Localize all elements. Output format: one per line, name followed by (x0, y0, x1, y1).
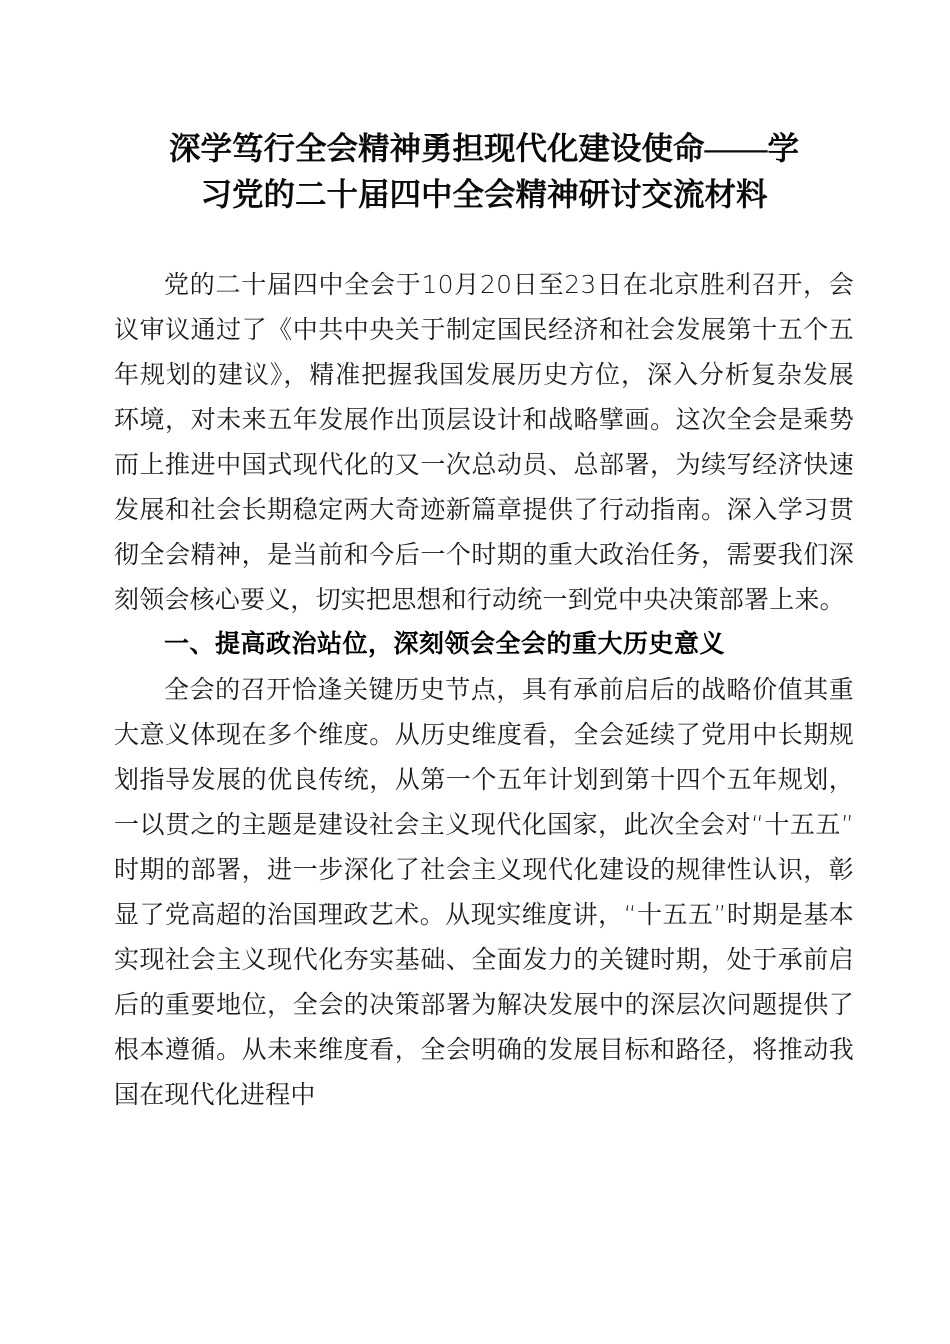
page-title-line-2: 习党的二十届四中全会精神研讨交流材料 (200, 177, 768, 212)
intro-paragraph: 党的二十届四中全会于10月20日至23日在北京胜利召开，会议审议通过了《中共中央关于制定国民经济和社会发展第十五个五年规划的建议》，精准把握我国发展历史方位，深入分析复杂发展环境，对未来五年发展作出顶层设计和战略擘画。这次全会是乘势而上推进中国式现代化的又一次总动员、总部署，为续写经济快速发展和社会长期稳定两大奇迹新篇章提供了行动指南。深入学习贯彻全会精神，是当前和今后一个时期的重大政治任务，需要我们深刻领会核心要义，切实把思想和行动统一到党中央决策部署上来。 (114, 270, 854, 614)
section-1-paragraph: 全会的召开恰逢关键历史节点，具有承前启后的战略价值其重大意义体现在多个维度。从历史维度看，全会延续了党用中长期规划指导发展的优良传统，从第一个五年计划到第十四个五年规划，一以贯之的主题是建设社会主义现代化国家，此次全会对“十五五”时期的部署，进一步深化了社会主义现代化建设的规律性认识，彰显了党高超的治国理政艺术。从现实维度讲，“十五五”时期是基本实现社会主义现代化夯实基础、全面发力的关键时期，处于承前启后的重要地位，全会的决策部署为解决发展中的深层次问题提供了根本遵循。从未来维度看，全会明确的发展目标和路径，将推动我国在现代化进程中 (114, 675, 854, 1109)
document-content-area (114, 126, 854, 1117)
page-title (114, 126, 854, 218)
section-heading-1: 一、提高政治站位，深刻领会全会的重大历史意义 (164, 630, 726, 658)
page-title-line-1: 深学笃行全会精神勇担现代化建设使命——学 (168, 131, 799, 166)
